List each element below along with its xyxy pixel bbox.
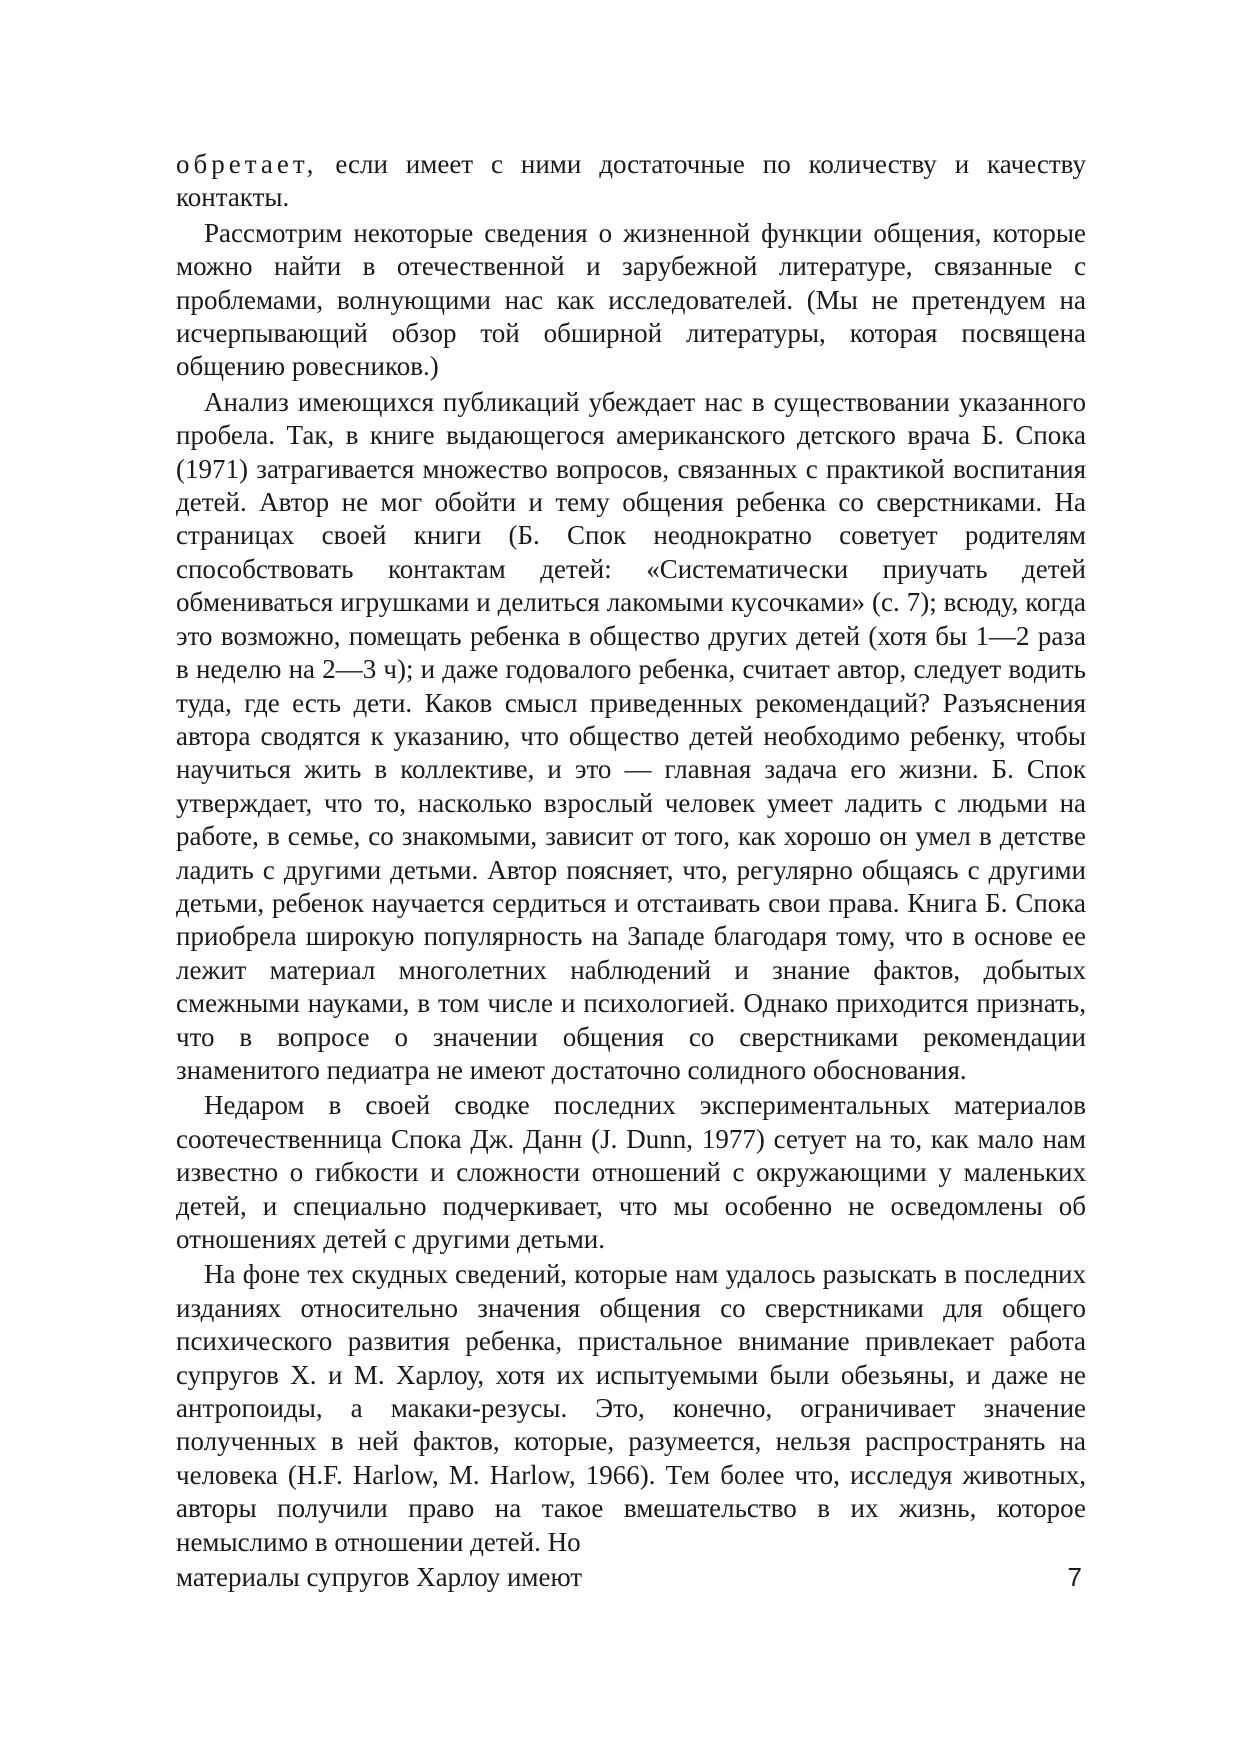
emphasized-word: обретает, [176,149,318,179]
paragraph: Рассмотрим некоторые сведения о жизненной функции общения, которые можно найти в отечественной и зарубежной литературе, связанные с проблемами, волнующими нас как исследователей. (Мы не претендуем на исчерпывающий обзор той обширной литературы, которая посвящена общению ровесников.) [176,217,1086,382]
paragraph-continuation: материалы супругов Харлоу имеют [176,1562,583,1593]
page-number: 7 [1067,1562,1082,1593]
document-page [176,148,1086,1594]
paragraph-text: если имеет с ними достаточные по количеству и качеству контакты. [176,149,1086,213]
final-line [176,1561,1086,1594]
paragraph [176,148,1086,215]
paragraph: На фоне тех скудных сведений, которые нам удалось разыскать в последних изданиях относительно значения общения со сверстниками для общего психического развития ребенка, пристальное внимание привлекает работа супругов X. и М. Харлоу, хотя их испытуемыми были обезьяны, и даже не антропоиды, а макаки-резусы. Это, конечно, ограничивает значение полученных в ней фактов, которые, разумеется, нельзя распространять на человека (H.F. Harlow, M. Harlow, 1966). Тем более что, исследуя животных, авторы получили право на такое вмешательство в их жизнь, которое немыслимо в отношении детей. Но [176,1259,1086,1557]
paragraph: Недаром в своей сводке последних экспериментальных материалов соотечественница Спока Дж. Данн (J. Dunn, 1977) сетует на то, как мало нам известно о гибкости и сложности отношений с окружающими у маленьких детей, и специально подчеркивает, что мы особенно не осведомлены об отношениях детей с другими детьми. [176,1090,1086,1254]
paragraph: Анализ имеющихся публикаций убеждает нас в существовании указанного пробела. Так, в книге выдающегося американского детского врача Б. Спока (1971) затрагивается множество вопросов, связанных с практикой воспитания детей. Автор не мог обойти и тему общения ребенка со сверстниками. На страницах своей книги (Б. Спок неоднократно советует родителям способствовать контактам детей: «Систематически приучать детей обмениваться игрушками и делиться лакомыми кусочками» (с. 7); всюду, когда это возможно, помещать ребенка в общество других детей (хотя бы 1—2 раза в неделю на 2—3 ч); и даже годовалого ребенка, считает автор, следует водить туда, где есть дети. Каков смысл приведенных рекомендаций? Разъяснения автора сводятся к указанию, что общество детей необходимо ребенку, чтобы научиться жить в коллективе, и это — главная задача его жизни. Б. Спок утверждает, что то, насколько взрослый человек умеет ладить с людьми на работе, в семье, со знакомыми, зависит от того, как хорошо он умел в детстве ладить с другими детьми. Автор поясняет, что, регулярно общаясь с другими детьми, ребенок научается сердиться и отстаивать свои права. Книга Б. Спока приобрела широкую популярность на Западе благодаря тому, что в основе ее лежит материал многолетних наблюдений и знание фактов, добытых смежными науками, в том числе и психологией. Однако приходится признать, что в вопросе о значении общения со сверстниками рекомендации знаменитого педиатра не имеют достаточно солидного обоснования. [176,386,1086,1085]
